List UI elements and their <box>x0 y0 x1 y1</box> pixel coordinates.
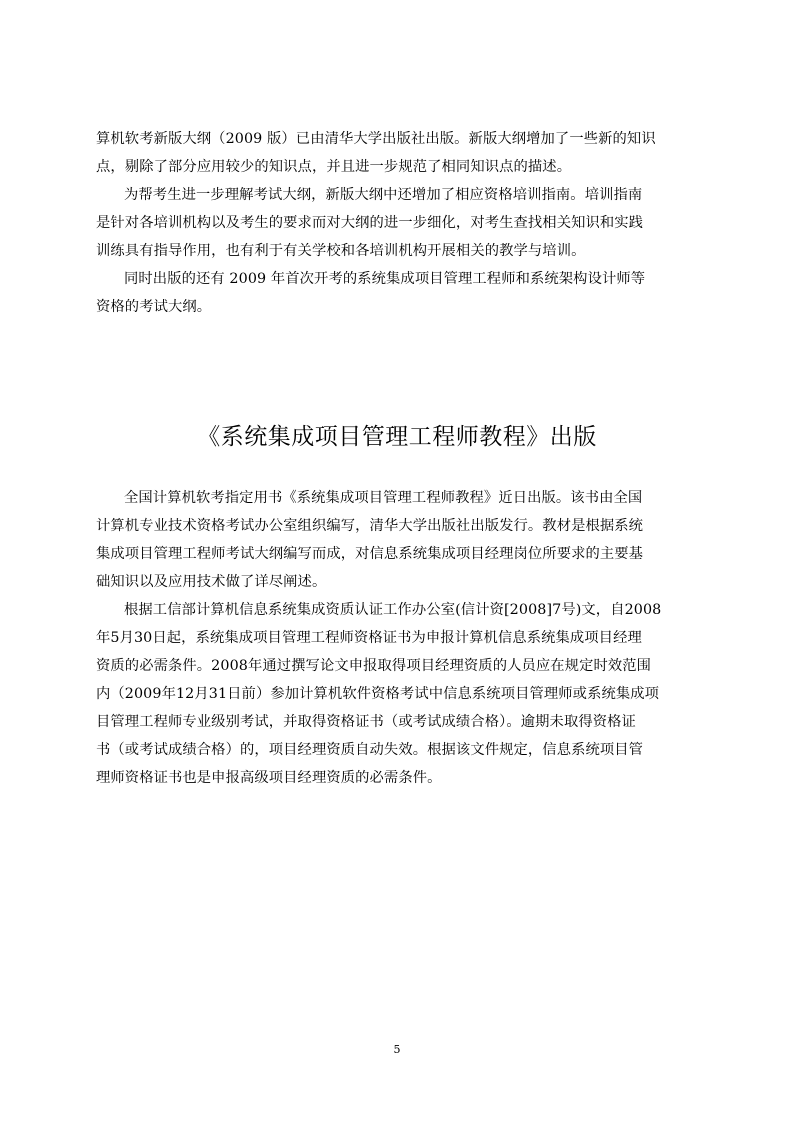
section-line: 础知识以及应用技术做了详尽阐述。 <box>96 574 327 590</box>
section-line: 资质的必需条件。2008年通过撰写论文申报取得项目经理资质的人员应在规定时效范围 <box>96 658 652 674</box>
section-line: 年5月30日起，系统集成项目管理工程师资格证书为申报计算机信息系统集成项目经理 <box>96 630 642 646</box>
section-line: 计算机专业技术资格考试办公室组织编写，清华大学出版社出版发行。教材是根据系统 <box>96 518 644 534</box>
intro-line: 是针对各培训机构以及考生的要求而对大纲的进一步细化，对考生查找相关知识和实践 <box>96 215 644 231</box>
intro-line: 算机软考新版大纲（2009 版）已由清华大学出版社出版。新版大纲增加了一些新的知识 <box>96 131 656 147</box>
section-line: 全国计算机软考指定用书《系统集成项目管理工程师教程》近日出版。该书由全国 <box>124 490 643 506</box>
intro-line: 资格的考试大纲。 <box>96 299 212 315</box>
intro-line: 点，剔除了部分应用较少的知识点，并且进一步规范了相同知识点的描述。 <box>96 159 572 175</box>
section-line: 根据工信部计算机信息系统集成资质认证工作办公室(信计资[2008]7号)文，自2008 <box>124 602 662 618</box>
intro-line: 为帮考生进一步理解考试大纲，新版大纲中还增加了相应资格培训指南。培训指南 <box>124 187 643 203</box>
section-line: 内（2009年12月31日前）参加计算机软件资格考试中信息系统项目管理师或系统集成项 <box>96 686 660 702</box>
intro-line: 训练具有指导作用，也有利于有关学校和各培训机构开展相关的教学与培训。 <box>96 243 586 259</box>
page-number: 5 <box>393 1043 401 1056</box>
section-line: 理师资格证书也是申报高级项目经理资质的必需条件。 <box>96 770 442 786</box>
intro-paragraphs <box>96 125 702 321</box>
section-heading: 《系统集成项目管理工程师教程》出版 <box>197 424 597 450</box>
section-line: 目管理工程师专业级别考试，并取得资格证书（或考试成绩合格）。逾期未取得资格证 <box>96 714 636 730</box>
section-line: 集成项目管理工程师考试大纲编写而成，对信息系统集成项目经理岗位所要求的主要基 <box>96 546 644 562</box>
section-paragraphs <box>96 484 702 792</box>
section-line: 书（或考试成绩合格）的，项目经理资质自动失效。根据该文件规定，信息系统项目管 <box>96 742 644 758</box>
intro-line: 同时出版的还有 2009 年首次开考的系统集成项目管理工程师和系统架构设计师等 <box>124 271 646 287</box>
